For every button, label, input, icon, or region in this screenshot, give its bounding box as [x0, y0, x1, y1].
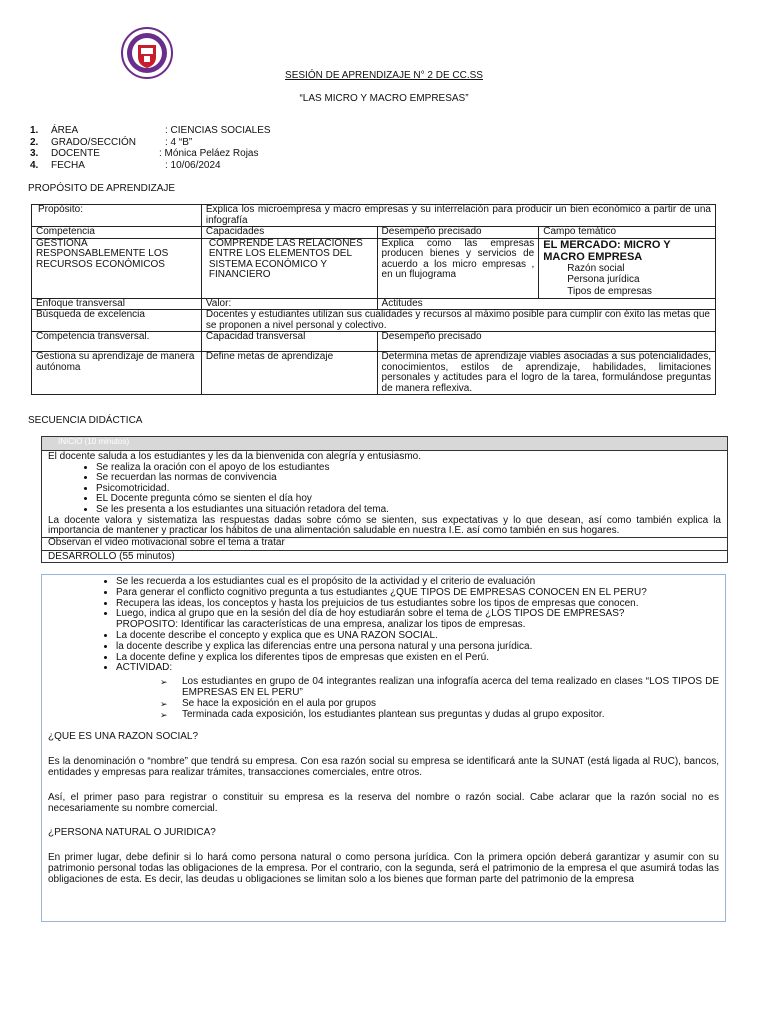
question-razon-social: ¿QUE ES UNA RAZON SOCIAL? [48, 731, 199, 743]
comp-trans-cell: Gestiona su aprendizaje de manera autónoma [32, 352, 202, 395]
header-cell: Desempeño precisado [377, 227, 539, 239]
list-item: • Se recuerdan las normas de convivencia [96, 473, 721, 484]
header-cell: Capacidades [201, 227, 377, 239]
campo-tematico-cell [539, 238, 716, 298]
list-item: • Para generar el conflicto cognitivo pregunta a tus estudiantes ¿QUE TIPOS DE EMPRESAS CONOCEN EN EL PERU? [116, 588, 719, 599]
table-row [32, 227, 716, 239]
list-item: • La docente describe el concepto y explica que es UNA RAZON SOCIAL. [116, 631, 719, 642]
table-row [32, 352, 716, 395]
list-item: • Se realiza la oración con el apoyo de los estudiantes [96, 463, 721, 474]
table-row [32, 205, 716, 227]
info-row: 4. FECHA : 10/06/2024 [30, 159, 221, 171]
general-info [30, 125, 271, 171]
campo-items: Razón social Persona jurídica Tipos de empresas [567, 262, 652, 297]
header-cell: Enfoque transversal [32, 298, 202, 310]
header-cell: Campo temático [539, 227, 716, 239]
sequence-title: SECUENCIA DIDÁCTICA [28, 415, 143, 426]
proposito-label: Propósito: [32, 205, 202, 227]
header-cell: Valor: [201, 298, 377, 310]
list-item: ➢ Se hace la exposición en el aula por grupos [182, 699, 719, 710]
list-item: • Psicomotricidad. [96, 484, 721, 495]
desarrollo-list [48, 577, 719, 674]
table-row [32, 332, 716, 352]
session-subtitle: “LAS MICRO Y MACRO EMPRESAS” [299, 93, 469, 104]
desarrollo-header: DESARROLLO (55 minutos) [42, 550, 727, 562]
header-cell: Actitudes [377, 298, 715, 310]
inicio-body: El docente saluda a los estudiantes y les da la bienvenida con alegría y entusiasmo. • Se realiza la oración con el apoyo de los estudiantes • Se recuerdan las normas de convivencia • Psicomotricidad. • EL Docente pregunta cómo se sienten el día hoy • Se les presenta a los estudiantes una situación retadora del tema. La docente valora y sistematiza las respuestas dadas sobre cómo se sienten, sus expectativas y lo que desean, así como también explica la importancia de mantener y practicar los hábitos de una alimentación saludable en nuestra I.E. así como también en sus hogares. Observan el video motivacional sobre el tema a tratar [42, 451, 727, 550]
paragraph: Así, el primer paso para registrar o constituir su empresa es la reserva del nombre o razón social. Cabe aclarar que la razón social no es necesariamente su nombre comercial. [48, 791, 719, 814]
capacidad-cell: COMPRENDE LAS RELACIONES ENTRE LOS ELEMENTOS DEL SISTEMA ECONÓMICO Y FINANCIERO [201, 238, 377, 298]
table-row [32, 310, 716, 332]
competencia-cell: GESTIONA RESPONSABLEMENTE LOS RECURSOS ECONÓMICOS [32, 238, 202, 298]
info-row: 1. ÁREA : CIENCIAS SOCIALES [30, 125, 271, 136]
list-item: • Se les presenta a los estudiantes una situación retadora del tema. [96, 505, 721, 516]
inicio-list [48, 463, 721, 516]
cap-trans-cell: Define metas de aprendizaje [201, 352, 377, 395]
activity-list [48, 677, 719, 720]
planning-table [31, 204, 716, 395]
desempeno-cell: Explica como las empresas producen bienes y servicios de acuerdo a los micro empresas , en un flujograma [377, 238, 539, 298]
header-cell: Competencia transversal. [32, 332, 202, 352]
list-item: ➢ Los estudiantes en grupo de 04 integrantes realizan una infografía acerca del tema realizado en clases “LOS TIPOS DE EMPRESAS EN EL PERU” [182, 677, 719, 699]
paragraph: Es la denominación o “nombre” que tendrá su empresa. Con esa razón social su empresa se identificará ante la SUNAT (está ligada al RUC), bancos, entidades y empresas para realizar trámites, transacciones comerciales, entre otros. [48, 756, 719, 778]
session-title: SESIÓN DE APRENDIZAJE N° 2 DE CC.SS [285, 70, 483, 81]
list-item: • La docente define y explica los diferentes tipos de empresas que existen en el Perú. [116, 653, 719, 664]
header-cell: Competencia [32, 227, 202, 239]
inicio-section [41, 436, 728, 563]
list-item: • Recupera las ideas, los conceptos y hasta los prejuicios de tus estudiantes sobre los tipos de empresas que conocen. [116, 599, 719, 610]
desarrollo-section [41, 574, 726, 922]
video-line: Observan el video motivacional sobre el tema a tratar [42, 537, 727, 549]
table-row [32, 298, 716, 310]
purpose-section-title: PROPÓSITO DE APRENDIZAJE [28, 183, 176, 194]
campo-title: EL MERCADO: MICRO Y MACRO EMPRESA [543, 238, 671, 263]
list-item: • Luego, indica al grupo que en la sesión del día de hoy estudiarán sobre el tema de ¿LOS TIPOS DE EMPRESAS? PROPOSITO: Identificar las características de una empresa, analizar los tipos de empresas. [116, 609, 719, 631]
info-row: 3. DOCENTE : Mónica Peláez Rojas [30, 148, 259, 159]
header-cell: Capacidad transversal [201, 332, 377, 352]
actitudes-cell: Docentes y estudiantes utilizan sus cualidades y recursos al máximo posible para cumplir con éxito las metas que se proponen a nivel personal y colectivo. [201, 310, 715, 332]
inicio-header: INICIO (10 minutos) [42, 437, 727, 451]
list-item: • Se les recuerda a los estudiantes cual es el propósito de la actividad y el criterio de evaluación [116, 577, 719, 588]
table-row [32, 238, 716, 298]
enfoque-cell: Búsqueda de excelencia [32, 310, 202, 332]
header-cell: Desempeño precisado [377, 332, 715, 352]
inicio-paragraph: La docente valora y sistematiza las respuestas dadas sobre cómo se sienten, sus expectativas y lo que desean, así como también explica la importancia de mantener y practicar los hábitos de una alimentación saludable en nuestra I.E. así como también en sus hogares. [48, 514, 721, 537]
proposito-text: Explica los microempresa y macro empresas y su interrelación para producir un bien económico a partir de una infografía [201, 205, 715, 227]
list-item: ➢ Terminada cada exposición, los estudiantes plantean sus preguntas y dudas al grupo expositor. [182, 710, 719, 721]
list-item: • ACTIVIDAD: [116, 663, 719, 674]
list-item: • la docente describe y explica las diferencias entre una persona natural y una persona jurídica. [116, 642, 719, 653]
desempeno-trans-cell: Determina metas de aprendizaje viables asociadas a sus potencialidades, conocimientos, estilos de aprendizaje, habilidades, limitaciones personales y actitudes para el logro de la tarea, formulándose preguntas de manera reflexiva. [377, 352, 715, 395]
info-row: 2. GRADO/SECCIÓN : 4 “B” [30, 136, 193, 148]
list-item: • EL Docente pregunta cómo se sienten el día hoy [96, 494, 721, 505]
question-persona: ¿PERSONA NATURAL O JURIDICA? [48, 827, 216, 839]
paragraph: En primer lugar, debe definir si lo hará como persona natural o como persona jurídica. Con la primera opción deberá garantizar y asumir con su patrimonio personal todas las obligaciones de la empresa. Por el contrario, con la segunda, será el patrimonio de la empresa el que asumirá todas las obligaciones de esta. Es decir, las deudas u obligaciones se limitan solo a los bienes que forman parte del patrimonio de la empresa [48, 852, 719, 885]
